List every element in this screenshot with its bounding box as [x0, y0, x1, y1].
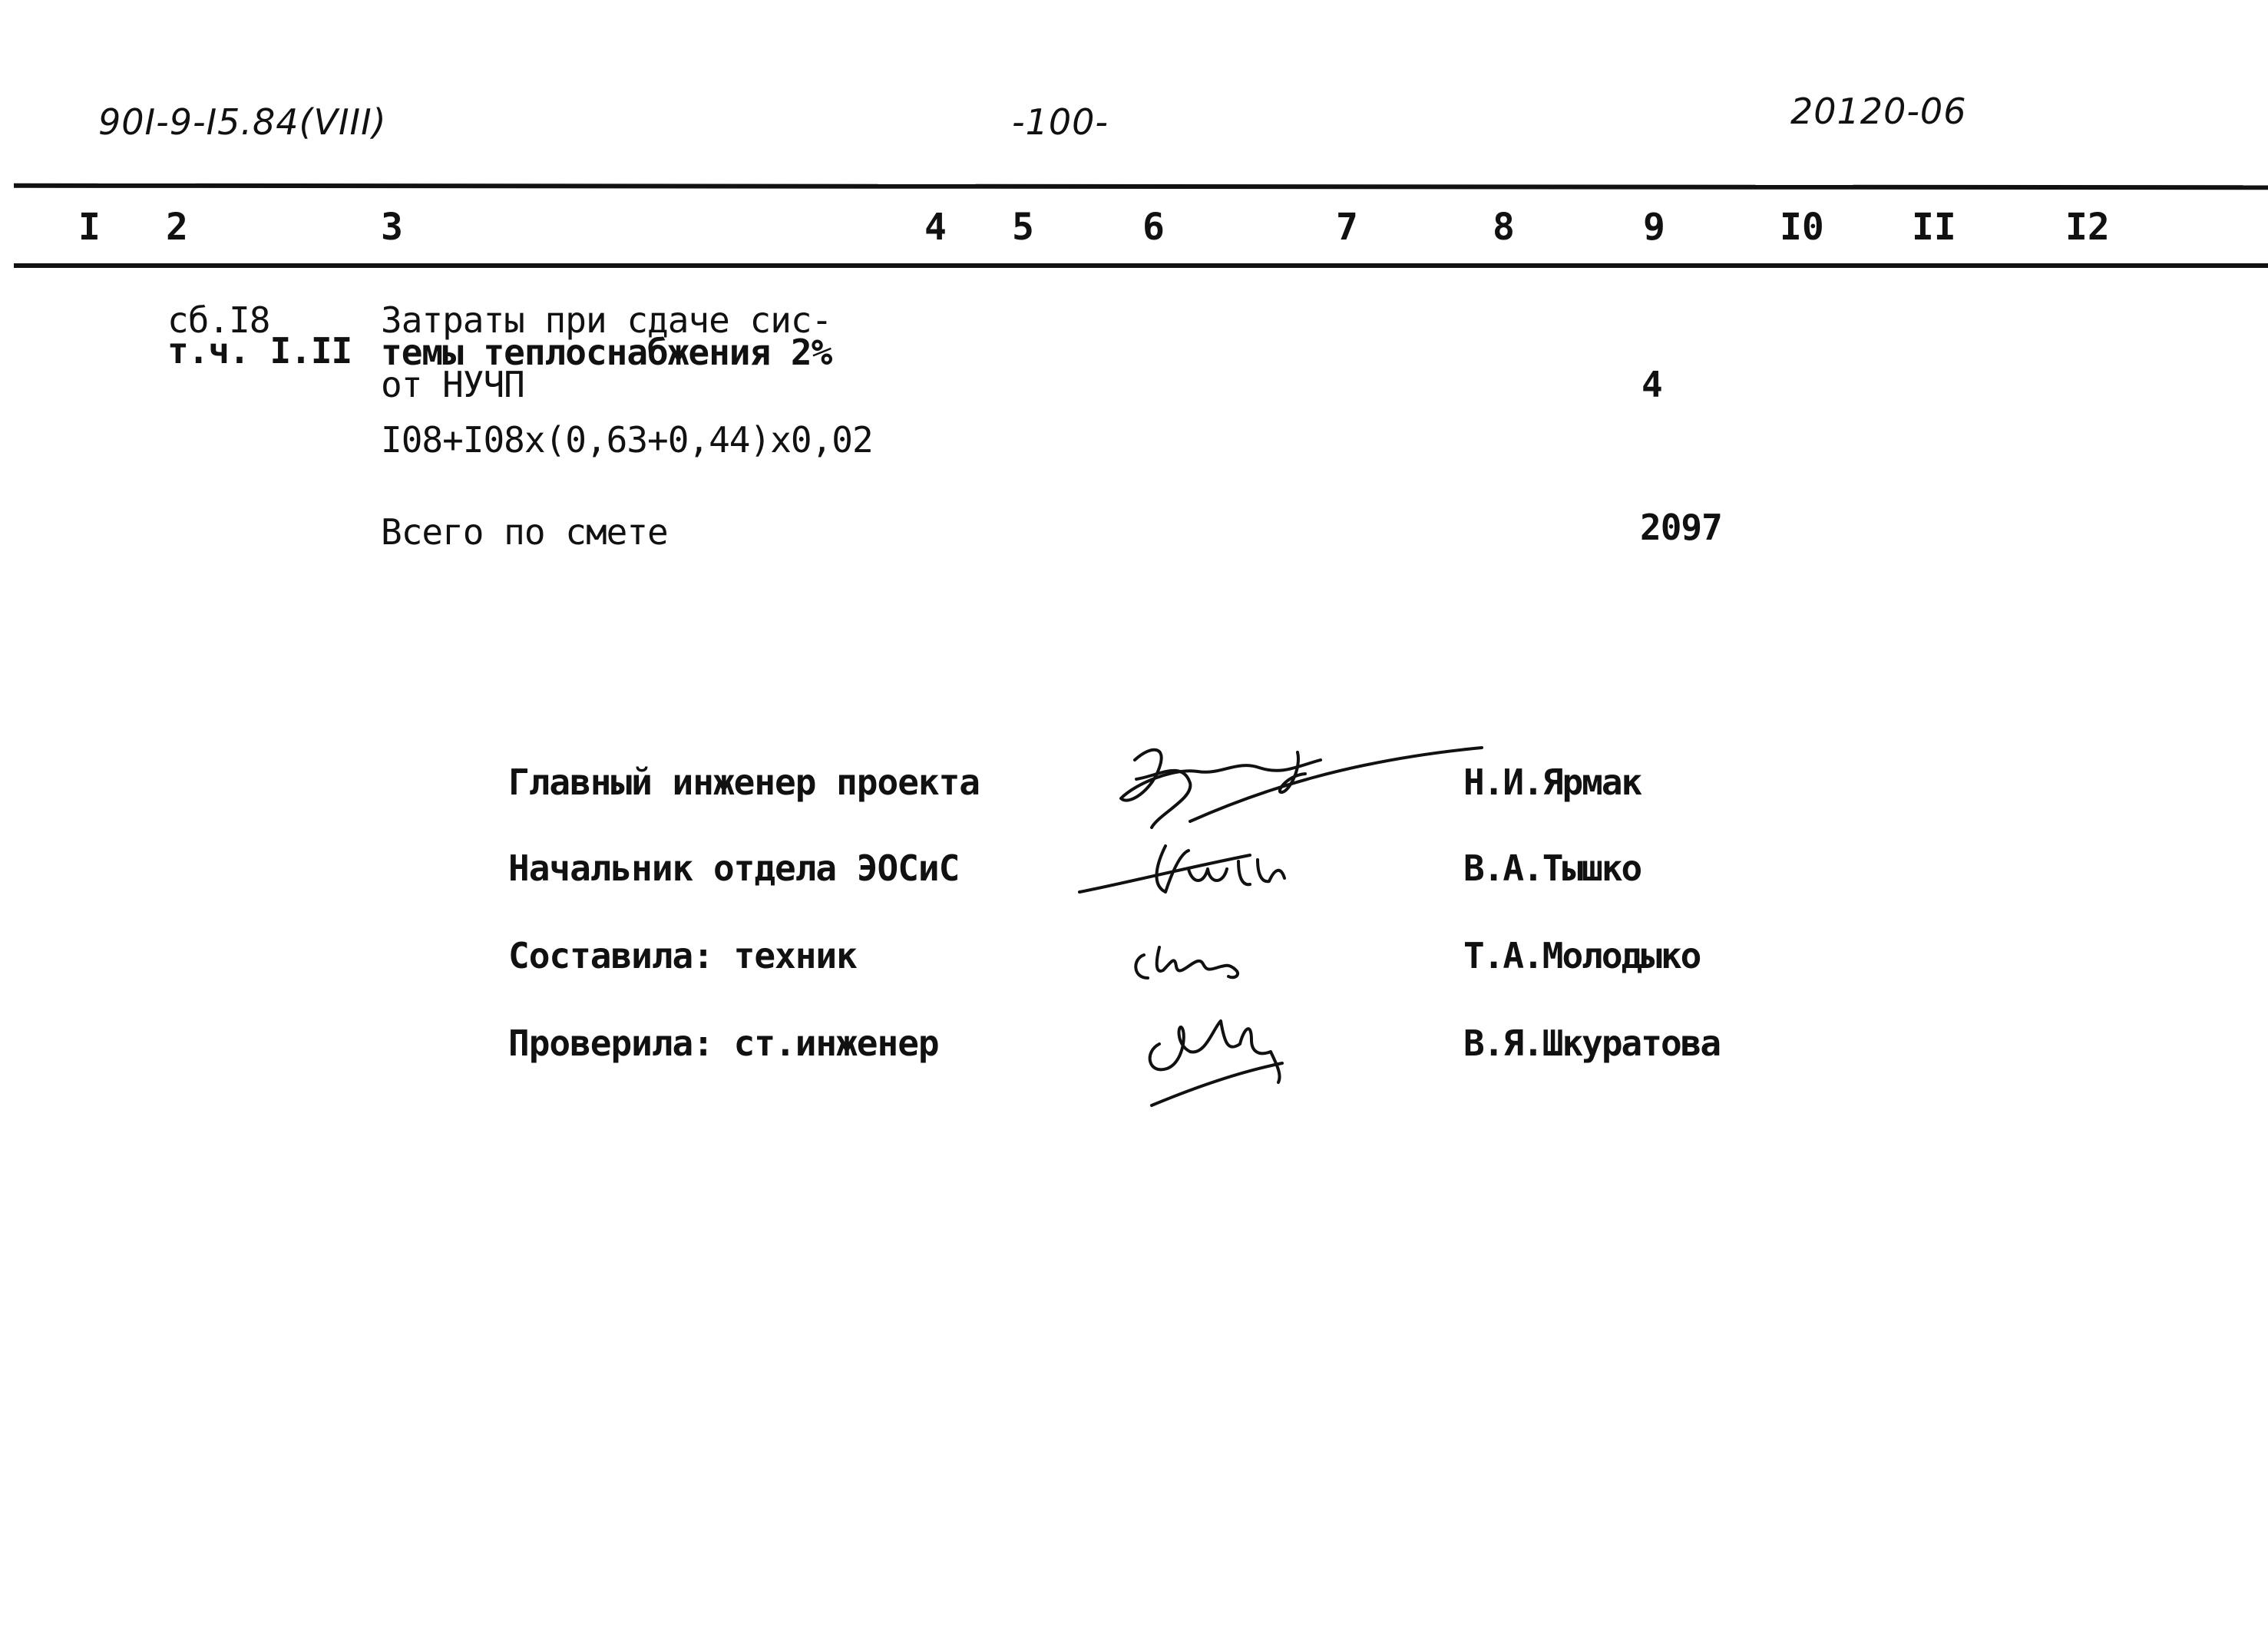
- column-number: 6: [1142, 206, 1165, 249]
- column-number: 5: [1012, 206, 1034, 249]
- reference-line-1: сб.I8: [167, 299, 270, 341]
- table-header-rule: [14, 263, 2268, 268]
- description-line-3: от НУЧП: [381, 364, 524, 405]
- signature-name: Н.И.Ярмак: [1463, 761, 1641, 803]
- column-number: 3: [381, 206, 403, 249]
- column-number: 9: [1643, 206, 1665, 249]
- signature-role: Главный инженер проекта: [508, 761, 980, 803]
- handwritten-signature: [1129, 924, 1282, 993]
- signature-name: В.Я.Шкуратова: [1463, 1022, 1721, 1064]
- column-number: 2: [166, 206, 188, 249]
- calculation-formula: I08+I08х(0,63+0,44)х0,02: [381, 419, 873, 461]
- description-line-2: темы теплоснабжения 2%: [381, 332, 832, 373]
- signature-name: Т.А.Молодыко: [1463, 935, 1701, 976]
- column-number: 7: [1336, 206, 1358, 249]
- total-value: 2097: [1640, 507, 1722, 548]
- column-number: I2: [2065, 206, 2110, 249]
- column-number: 4: [924, 206, 947, 249]
- cost-value: 4: [1641, 364, 1662, 405]
- description-line-1: Затраты при сдаче сис-: [381, 299, 832, 341]
- column-number: 8: [1493, 206, 1515, 249]
- handwritten-signature: [1136, 998, 1305, 1113]
- document-code: 90I-9-I5.84(VIII): [98, 101, 387, 143]
- column-number: I: [78, 206, 101, 249]
- page-number: -100-: [1012, 101, 1109, 143]
- column-number: I0: [1780, 206, 1824, 249]
- signature-role: Проверила: ст.инженер: [508, 1022, 939, 1064]
- signature-role: Начальник отдела ЭОСиС: [508, 847, 960, 889]
- document-number: 20120-06: [1790, 91, 1967, 132]
- handwritten-signature: [1073, 823, 1319, 907]
- reference-line-2: т.ч. I.II: [167, 330, 352, 372]
- total-label: Всего по смете: [381, 511, 668, 553]
- table-top-rule: [14, 183, 2268, 190]
- column-number: II: [1912, 206, 1956, 249]
- handwritten-signature: [1106, 737, 1505, 837]
- signature-name: В.А.Тышко: [1463, 847, 1641, 889]
- signature-role: Составила: техник: [508, 935, 857, 976]
